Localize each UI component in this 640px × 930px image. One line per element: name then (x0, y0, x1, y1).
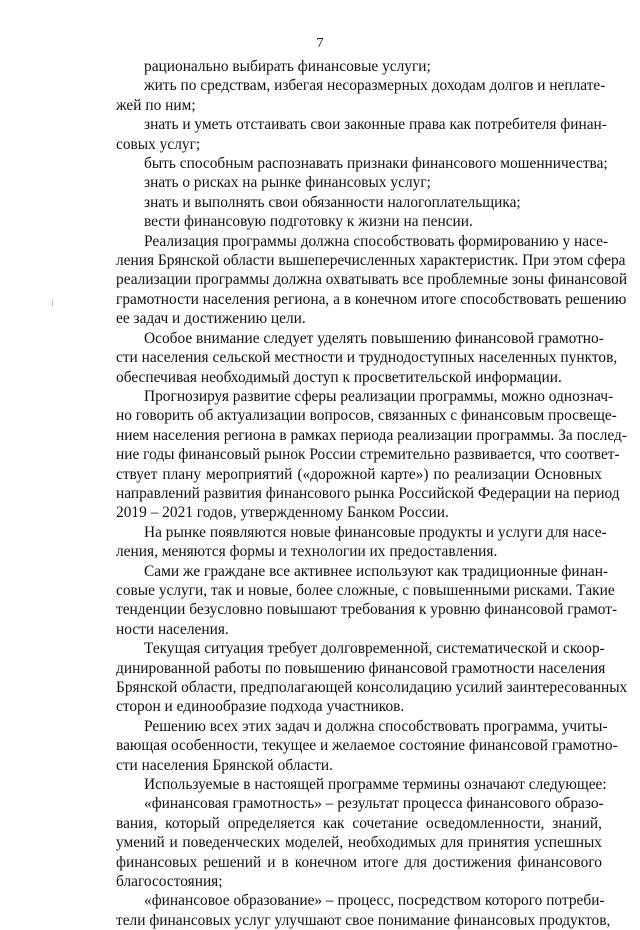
text-line: рационально выбирать финансовые услуги; (144, 58, 431, 75)
text-line: финансовых решений и в конечном итоге для достижения финансового (116, 853, 602, 871)
text-line: реализации программы должна охватывать все проблемные зоны финансовой (116, 271, 628, 289)
text-line: Используемые в настоящей программе термины означают следующее: (144, 776, 607, 794)
text-line: обеспечивая необходимый доступ к просветительской информации. (116, 368, 562, 386)
text-line: совые услуги, так и новые, более сложные, с повышенными рисками. Такие (116, 581, 615, 599)
text-line: Особое внимание следует уделять повышению финансовой грамотно- (144, 329, 604, 347)
text-line: знать и выполнять свои обязанности налогоплательщика; (144, 193, 521, 211)
text-line: знать о рисках на рынке финансовых услуг; (144, 174, 431, 192)
page-number: 7 (316, 36, 324, 51)
text-line: Брянской области, предполагающей консолидацию усилий заинтересованных (116, 679, 628, 696)
text-line: жей по ним; (116, 96, 196, 114)
margin-mark (52, 300, 53, 306)
text-line: нием населения региона в рамках периода реализации программы. За послед- (116, 426, 628, 444)
text-line: вести финансовую подготовку к жизни на пенсии. (144, 213, 473, 231)
text-line: ние годы финансовый рынок России стремительно развивается, что соответ- (116, 446, 620, 464)
text-line: сти населения Брянской области. (116, 756, 333, 774)
text-line: быть способным распознавать признаки финансового мошенничества; (144, 155, 608, 173)
text-line: «финансовая грамотность» – результат процесса финансового образо- (144, 795, 604, 813)
text-line: знать и уметь отстаивать свои законные права как потребителя финан- (144, 116, 607, 134)
text-line: но говорить об актуализации вопросов, связанных с финансовым просвеще- (116, 407, 617, 425)
text-line: Прогнозируя развитие сферы реализации программы, можно однознач- (144, 387, 614, 405)
text-line: ления Брянской области вышеперечисленных характеристик. При этом сфера (116, 252, 626, 270)
text-line: динированной работы по повышению финансовой грамотности населения (116, 659, 606, 677)
text-line: направлений развития финансового рынка Российской Федерации на период (116, 484, 620, 502)
text-line: тели финансовых услуг улучшают свое понимание финансовых продуктов, (116, 911, 611, 929)
text-line: грамотности населения региона, а в конечном итоге способствовать решению (116, 290, 627, 308)
text-line: Текущая ситуация требует долговременной, систематической и скоор- (144, 640, 605, 658)
text-line: сторон и единообразие подхода участников. (116, 698, 405, 716)
text-line: умений и поведенческих моделей, необходимых для принятия успешных (116, 834, 602, 852)
text-line: сти населения сельской местности и труднодоступных населенных пунктов, (116, 349, 618, 367)
text-line: совых услуг; (116, 135, 201, 153)
document-body (116, 57, 628, 930)
text-line: вающая особенности, текущее и желаемое состояние финансовой грамотно- (116, 737, 618, 755)
text-line: Реализация программы должна способствовать формированию у насе- (144, 232, 609, 250)
text-line: ствует плану мероприятий («дорожной карте») по реализации Основных (116, 465, 602, 483)
text-line: жить по средствам, избегая несоразмерных доходам долгов и неплате- (144, 77, 606, 95)
text-line: «финансовое образование» – процесс, посредством которого потреби- (144, 892, 605, 910)
text-line: ее задач и достижению цели. (116, 310, 306, 328)
text-line: тенденции безусловно повышают требования к уровню финансовой грамот- (116, 601, 618, 619)
text-line: вания, который определяется как сочетание осведомленности, знаний, (116, 814, 602, 832)
text-line: Решению всех этих задач и должна способствовать программа, учиты- (144, 717, 608, 735)
text-line: Сами же граждане все активнее используют как традиционные финан- (144, 562, 609, 580)
text-line: благосостояния; (116, 873, 223, 891)
text-line: На рынке появляются новые финансовые продукты и услуги для насе- (144, 523, 607, 541)
text-line: ления, меняются формы и технологии их предоставления. (116, 543, 498, 561)
text-line: ности населения. (116, 620, 229, 638)
text-line: 2019 – 2021 годов, утвержденному Банком России. (116, 504, 449, 522)
